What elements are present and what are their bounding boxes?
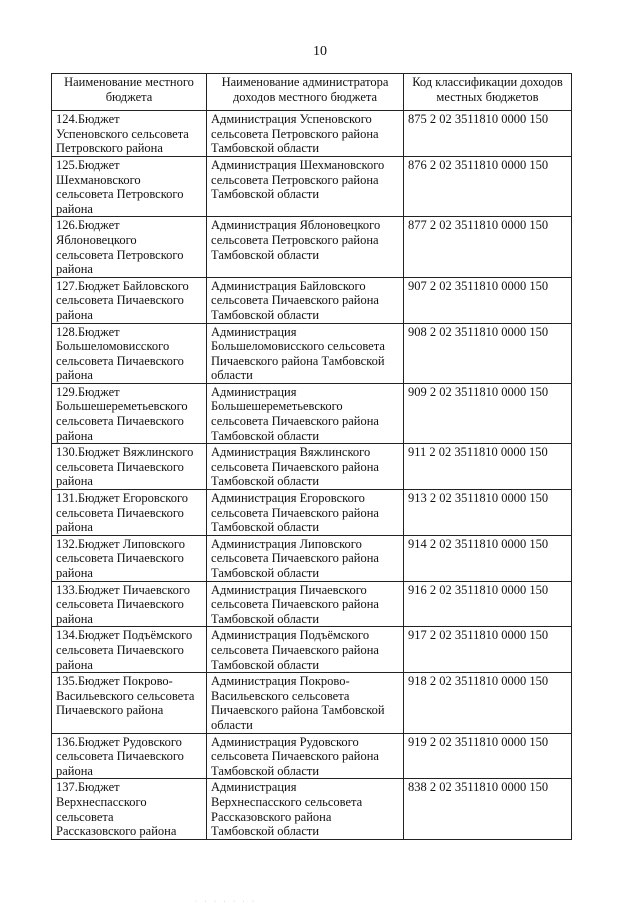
budget-name-cell-text: 133.Бюджет Пичаевского сельсовета Пичаевского района (56, 582, 190, 626)
budget-name-cell-text: 128.Бюджет Большеломовисского сельсовета Пичаевского района (56, 324, 184, 383)
table-row (52, 111, 572, 157)
classification-code-cell-text: 909 2 02 3511810 0000 150 (408, 384, 549, 399)
budget-name-cell-text: 130.Бюджет Вяжлинского сельсовета Пичаевского района (56, 445, 194, 489)
classification-code-cell-text: 876 2 02 3511810 0000 150 (408, 157, 549, 172)
classification-code-cell-text: 907 2 02 3511810 0000 150 (408, 278, 549, 293)
budget-name-cell-text: 134.Бюджет Подъёмского сельсовета Пичаевского района (56, 628, 193, 672)
classification-code-cell-text: 913 2 02 3511810 0000 150 (408, 491, 549, 506)
table-row (52, 535, 572, 581)
budget-name-cell-text: 137.Бюджет Верхнеспасского сельсовета Рассказовского района (56, 780, 177, 839)
table-row (52, 490, 572, 536)
budget-name-cell (52, 490, 207, 536)
budget-name-cell-text: 136.Бюджет Рудовского сельсовета Пичаевского района (56, 734, 184, 778)
header-admin-name: Наименование администратора доходов местного бюджета (207, 74, 404, 111)
classification-code-cell-text: 908 2 02 3511810 0000 150 (408, 324, 549, 339)
admin-name-cell (207, 779, 404, 839)
classification-code-cell-text: 918 2 02 3511810 0000 150 (408, 674, 549, 689)
budget-name-cell (52, 779, 207, 839)
classification-code-cell (404, 779, 572, 839)
table-row (52, 779, 572, 839)
table-row (52, 673, 572, 733)
admin-name-cell-text: Администрация Шехмановского сельсовета Петровского района Тамбовской области (211, 157, 385, 202)
classification-code-cell (404, 535, 572, 581)
admin-name-cell-text: Администрация Подъёмского сельсовета Пичаевского района Тамбовской области (211, 628, 379, 672)
table-row (52, 733, 572, 779)
admin-name-cell-text: Администрация Верхнеспасского сельсовета Рассказовского района Тамбовской области (211, 780, 363, 839)
classification-code-cell (404, 217, 572, 277)
classification-code-cell (404, 111, 572, 157)
admin-name-cell (207, 733, 404, 779)
classification-code-cell-text: 917 2 02 3511810 0000 150 (408, 628, 549, 643)
budget-name-cell (52, 217, 207, 277)
admin-name-cell-text: Администрация Успеновского сельсовета Петровского района Тамбовской области (211, 112, 379, 156)
classification-code-cell-text: 919 2 02 3511810 0000 150 (408, 734, 549, 749)
admin-name-cell (207, 627, 404, 673)
classification-code-cell (404, 733, 572, 779)
table-row (52, 217, 572, 277)
budget-name-cell-text: 131.Бюджет Егоровского сельсовета Пичаевского района (56, 491, 189, 535)
admin-name-cell (207, 111, 404, 157)
admin-name-cell-text: Администрация Яблоновецкого сельсовета Петровского района Тамбовской области (211, 218, 381, 262)
budget-name-cell-text: 124.Бюджет Успеновского сельсовета Петровского района (56, 112, 189, 156)
classification-code-cell (404, 383, 572, 443)
budget-name-cell (52, 156, 207, 216)
budget-name-cell-text: 132.Бюджет Липовского сельсовета Пичаевского района (56, 536, 185, 580)
classification-code-cell (404, 673, 572, 733)
admin-name-cell-text: Администрация Байловского сельсовета Пичаевского района Тамбовской области (211, 278, 379, 322)
admin-name-cell-text: Администрация Рудовского сельсовета Пичаевского района Тамбовской области (211, 734, 379, 778)
table-body (52, 111, 572, 840)
table-row (52, 444, 572, 490)
classification-code-cell (404, 156, 572, 216)
table-row (52, 581, 572, 627)
classification-code-cell-text: 838 2 02 3511810 0000 150 (408, 780, 549, 795)
budget-name-cell (52, 444, 207, 490)
budget-name-cell (52, 581, 207, 627)
header-classification-code: Код классификации доходов местных бюджетов (404, 74, 572, 111)
classification-code-cell (404, 277, 572, 323)
scan-artifact: · · · · · · · (195, 899, 257, 903)
admin-name-cell-text: Администрация Большешереметьевского сельсовета Пичаевского района Тамбовской области (211, 384, 379, 443)
admin-name-cell-text: Администрация Липовского сельсовета Пичаевского района Тамбовской области (211, 536, 379, 580)
budget-name-cell-text: 129.Бюджет Большешереметьевского сельсовета Пичаевского района (56, 384, 188, 443)
classification-code-cell (404, 581, 572, 627)
budget-name-cell-text: 125.Бюджет Шехмановского сельсовета Петровского района (56, 157, 184, 216)
budget-name-cell (52, 673, 207, 733)
budget-name-cell-text: 135.Бюджет Покрово- Васильевского сельсовета Пичаевского района (56, 674, 195, 718)
admin-name-cell (207, 277, 404, 323)
admin-name-cell-text: Администрация Покрово- Васильевского сельсовета Пичаевского района Тамбовской области (211, 674, 385, 732)
admin-name-cell-text: Администрация Егоровского сельсовета Пичаевского района Тамбовской области (211, 491, 379, 535)
classification-code-cell (404, 490, 572, 536)
admin-name-cell (207, 383, 404, 443)
page-number: 10 (313, 44, 327, 59)
classification-code-cell (404, 627, 572, 673)
budget-name-cell (52, 383, 207, 443)
classification-code-cell-text: 877 2 02 3511810 0000 150 (408, 218, 549, 233)
table-header (52, 74, 572, 111)
budget-name-cell-text: 127.Бюджет Байловского сельсовета Пичаевского района (56, 278, 189, 322)
budget-name-cell (52, 733, 207, 779)
header-budget-name: Наименование местного бюджета (52, 74, 207, 111)
budget-name-cell (52, 111, 207, 157)
table-row (52, 156, 572, 216)
table-row (52, 277, 572, 323)
table-row (52, 383, 572, 443)
admin-name-cell (207, 156, 404, 216)
classification-code-cell-text: 916 2 02 3511810 0000 150 (408, 582, 549, 597)
admin-name-cell (207, 673, 404, 733)
table-row (52, 627, 572, 673)
admin-name-cell-text: Администрация Вяжлинского сельсовета Пичаевского района Тамбовской области (211, 445, 379, 489)
admin-name-cell (207, 217, 404, 277)
admin-name-cell (207, 323, 404, 383)
budget-name-cell (52, 277, 207, 323)
classification-code-cell-text: 875 2 02 3511810 0000 150 (408, 112, 549, 127)
budget-name-cell (52, 627, 207, 673)
classification-code-cell (404, 323, 572, 383)
budget-classification-table (51, 73, 572, 840)
header-row (52, 74, 572, 111)
admin-name-cell-text: Администрация Пичаевского сельсовета Пичаевского района Тамбовской области (211, 582, 379, 626)
admin-name-cell (207, 535, 404, 581)
classification-code-cell-text: 911 2 02 3511810 0000 150 (408, 445, 548, 460)
admin-name-cell-text: Администрация Большеломовисского сельсовета Пичаевского района Тамбовской области (211, 324, 385, 383)
classification-code-cell-text: 914 2 02 3511810 0000 150 (408, 536, 549, 551)
admin-name-cell (207, 581, 404, 627)
admin-name-cell (207, 444, 404, 490)
budget-name-cell (52, 323, 207, 383)
budget-name-cell-text: 126.Бюджет Яблоновецкого сельсовета Петровского района (56, 218, 184, 277)
table-row (52, 323, 572, 383)
admin-name-cell (207, 490, 404, 536)
budget-name-cell (52, 535, 207, 581)
classification-code-cell (404, 444, 572, 490)
